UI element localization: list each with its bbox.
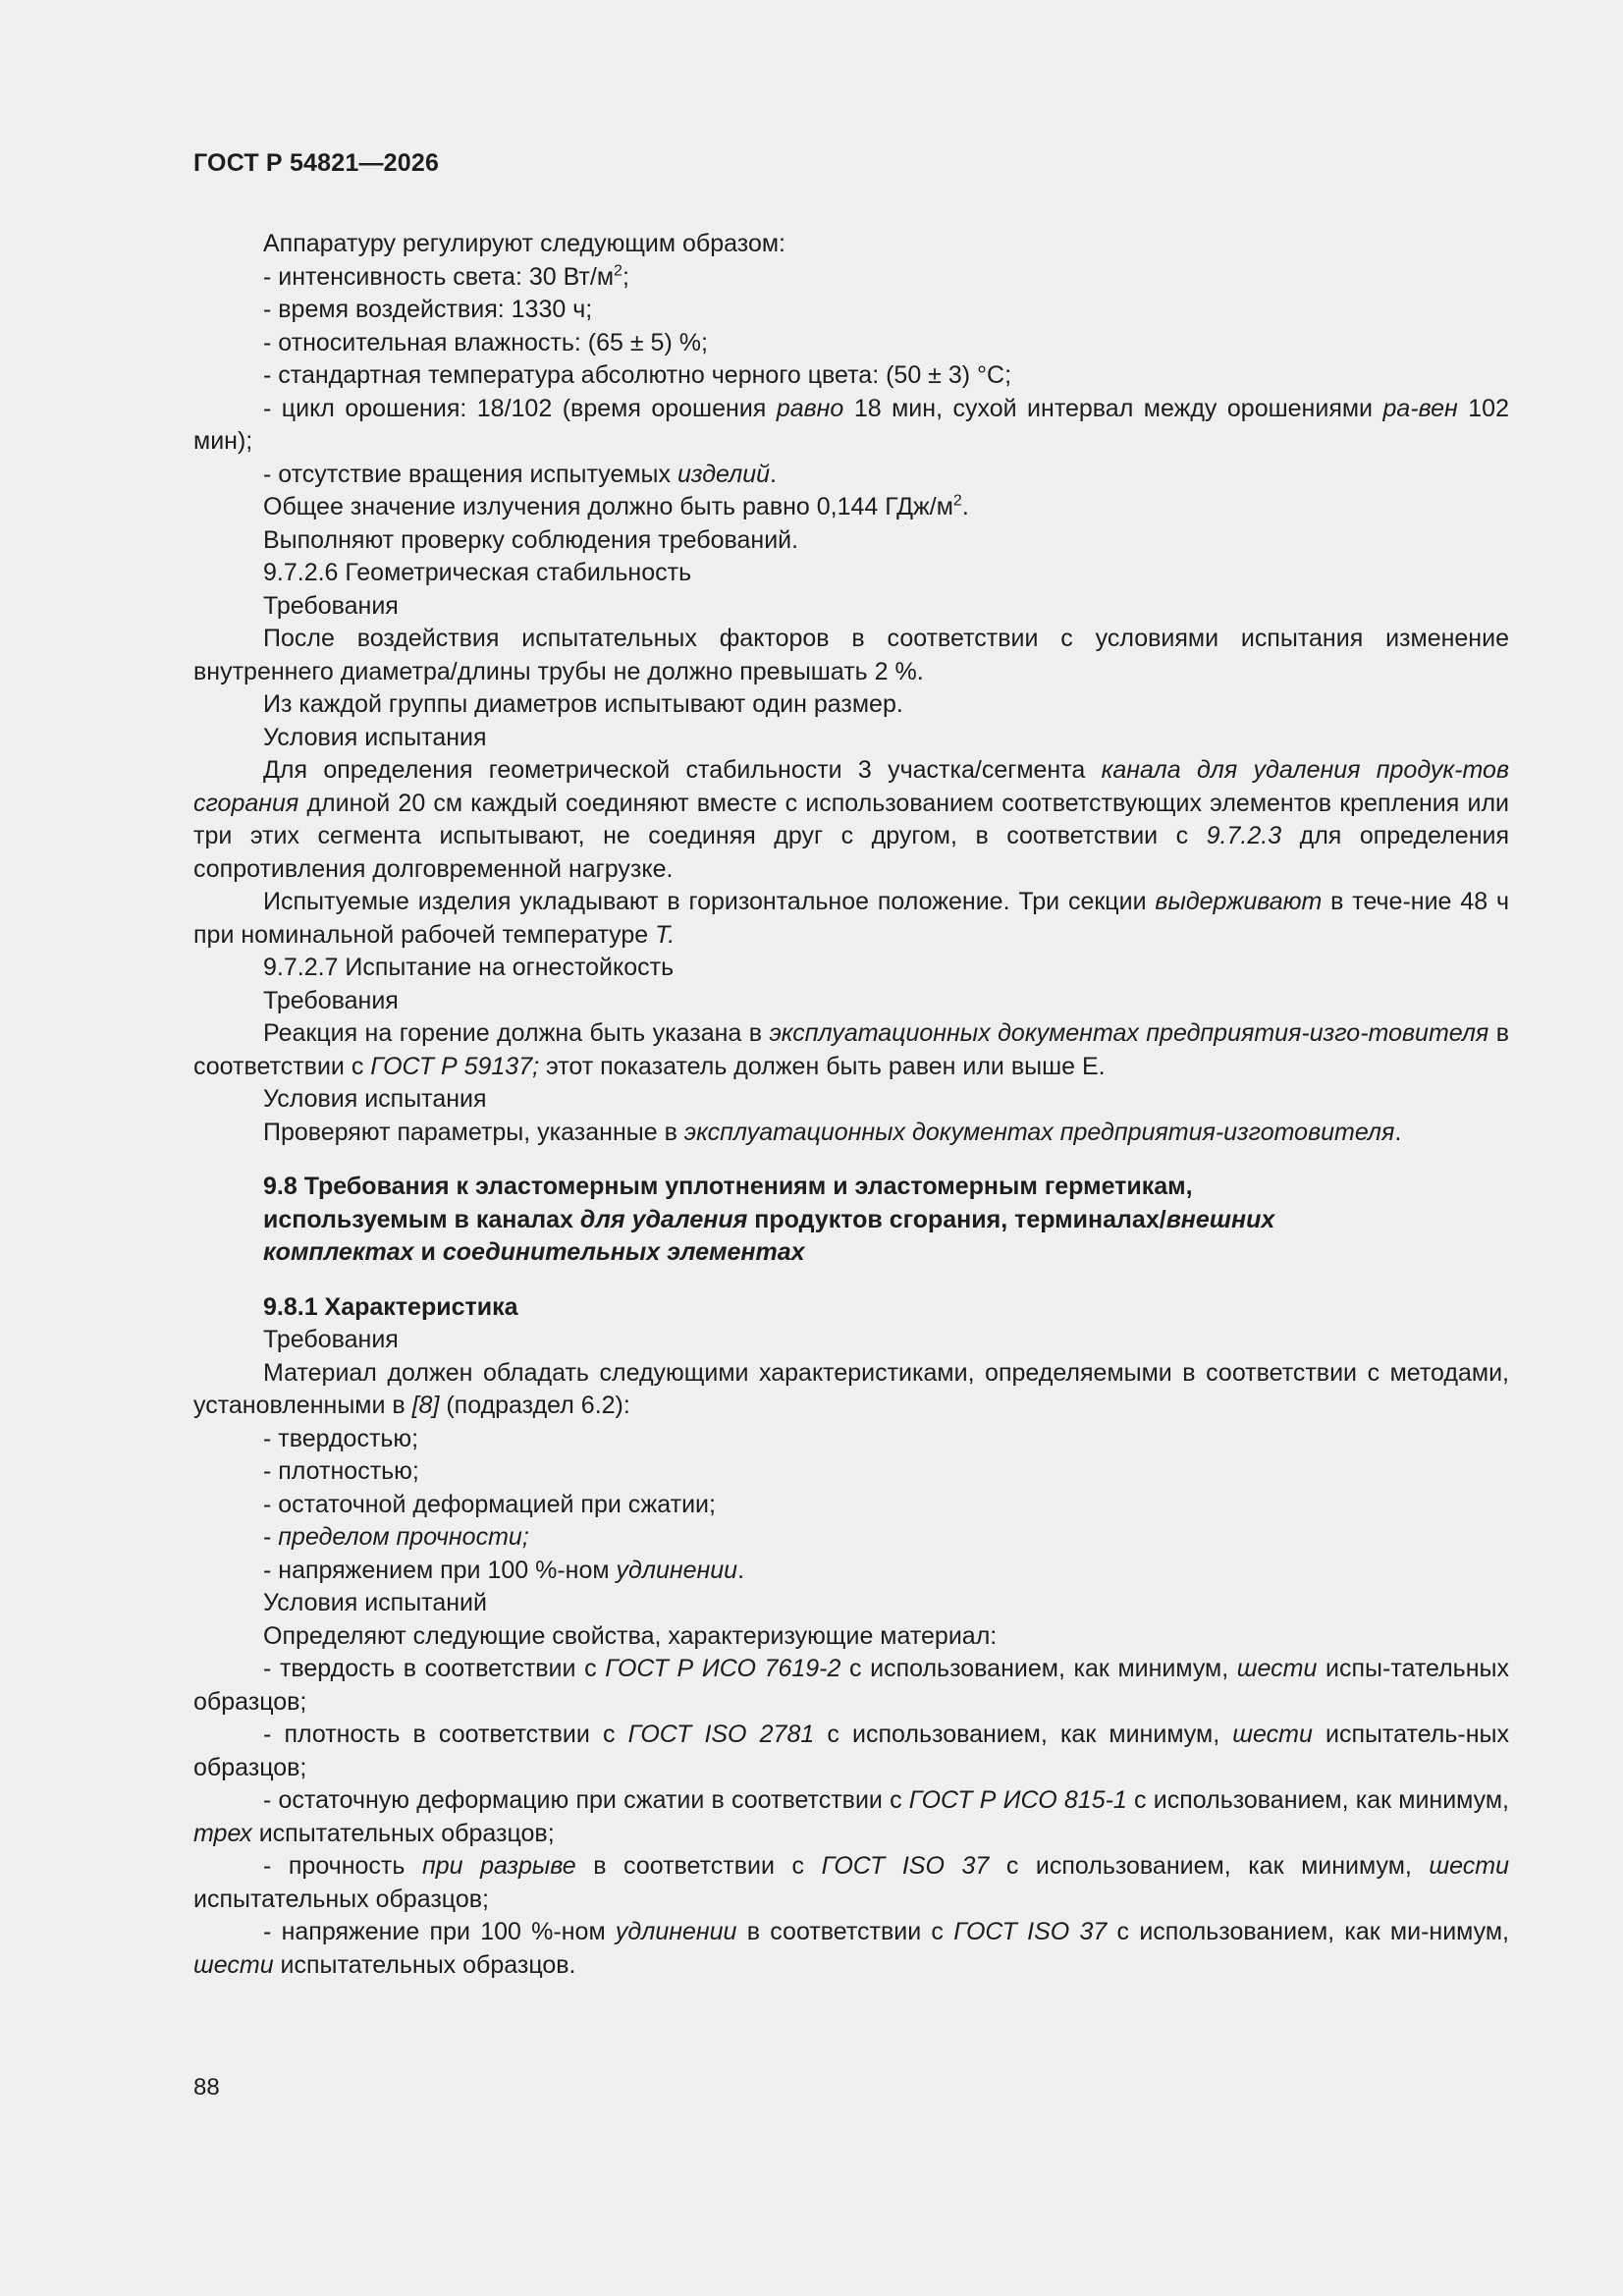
paragraph: - напряжение при 100 %-ном удлинении в соответствии с ГОСТ ISO 37 с использованием, как ми-нимум, шести испытательных образцов.: [193, 1918, 1509, 1979]
list-item: - интенсивность света: 30 $Вт/м^2$;: [263, 262, 629, 291]
paragraph: 9.7.2.7 Испытание на огнестойкость: [263, 954, 675, 981]
paragraph: 9.7.2.6 Геометрическая стабильность: [263, 559, 692, 586]
list-item: - напряжением при 100 %-ном удлинении.: [263, 1556, 745, 1584]
paragraph: Материал должен обладать следующими характеристиками, определяемыми в соответствии с методами, установленными в [8] (подраздел 6.2):: [193, 1358, 1509, 1419]
paragraph: - прочность при разрыве в соответствии с ГОСТ ISO 37 с использованием, как минимум, шести испытательных образцов;: [193, 1852, 1509, 1913]
page-number: 88: [193, 2074, 220, 2101]
paragraph: Из каждой группы диаметров испытывают один размер.: [263, 690, 903, 718]
paragraph: Аппаратуру регулируют следующим образом:: [263, 230, 785, 257]
paragraph: Условия испытания: [263, 1085, 487, 1113]
paragraph: Требования: [263, 986, 399, 1014]
paragraph: Испытуемые изделия укладывают в горизонтальное положение. Три секции выдерживают в тече-ние 48 ч при номинальной рабочей температуре Т.: [193, 888, 1509, 949]
list-item: - отсутствие вращения испытуемых изделий.: [263, 460, 777, 488]
paragraph: Требования: [263, 591, 399, 620]
paragraph: Реакция на горение должна быть указана в эксплуатационных документах предприятия-изго-товителя в соответствии с ГОСТ Р 59137; этот показатель должен быть равен или выше Е.: [193, 1019, 1509, 1080]
list-item: - пределом прочности;: [263, 1523, 529, 1551]
section-heading: 9.8 Требования к эластомерным уплотнениям и эластомерным герметикам, используемым в каналах для удаления продуктов сгорания, терминалах/внешних комплектах и соединительных элементах: [263, 1173, 1275, 1266]
paragraph: Условия испытаний: [263, 1589, 487, 1616]
paragraph: - твердость в соответствии с ГОСТ Р ИСО 7619-2 с использованием, как минимум, шести испы-тательных образцов;: [193, 1655, 1509, 1716]
document-header: ГОСТ Р 54821—2026: [193, 149, 440, 177]
paragraph: Определяют следующие свойства, характеризующие материал:: [263, 1621, 998, 1650]
list-item: - остаточной деформацией при сжатии;: [263, 1490, 716, 1518]
paragraph: После воздействия испытательных факторов в соответствии с условиями испытания изменение внутреннего диаметра/длины трубы не должно превышать 2 %.: [193, 625, 1509, 685]
paragraph: - плотность в соответствии с ГОСТ ISO 2781 с использованием, как минимум, шести испытатель-ных образцов;: [193, 1721, 1509, 1781]
list-item: - твердостью;: [263, 1424, 419, 1452]
paragraph: Для определения геометрической стабильности 3 участка/сегмента канала для удаления продук-тов сгорания длиной 20 см каждый соединяют вместе с использованием соответствующих элементов крепления или три этих сегмента испытывают, не соединяя друг с другом, в соответствии с 9.7.2.3 для определения сопротивления долговременной нагрузке.: [193, 756, 1509, 883]
list-item: - стандартная температура абсолютно черного цвета: (50 ± 3) °С;: [263, 361, 1012, 389]
paragraph: Требования: [263, 1326, 399, 1353]
document-body: [193, 228, 1509, 1982]
paragraph: Общее значение излучения должно быть равно 0,144 ГДж/$м^2$.: [263, 492, 969, 520]
paragraph: Выполняют проверку соблюдения требований.: [263, 525, 799, 554]
section-heading: 9.8.1 Характеристика: [263, 1292, 518, 1321]
paragraph: - цикл орошения: 18/102 (время орошения равно 18 мин, сухой интервал между орошениями ра-вен 102 мин);: [193, 394, 1509, 455]
paragraph: - остаточную деформацию при сжатии в соответствии с ГОСТ Р ИСО 815-1 с использованием, как минимум, трех испытательных образцов;: [193, 1786, 1509, 1847]
list-item: - относительная влажность: (65 ± 5) %;: [263, 328, 708, 356]
list-item: - время воздействия: 1330 ч;: [263, 296, 593, 323]
paragraph: Условия испытания: [263, 723, 487, 751]
list-item: - плотностью;: [263, 1457, 419, 1485]
paragraph: Проверяют параметры, указанные в эксплуатационных документах предприятия-изготовителя.: [263, 1118, 1402, 1146]
